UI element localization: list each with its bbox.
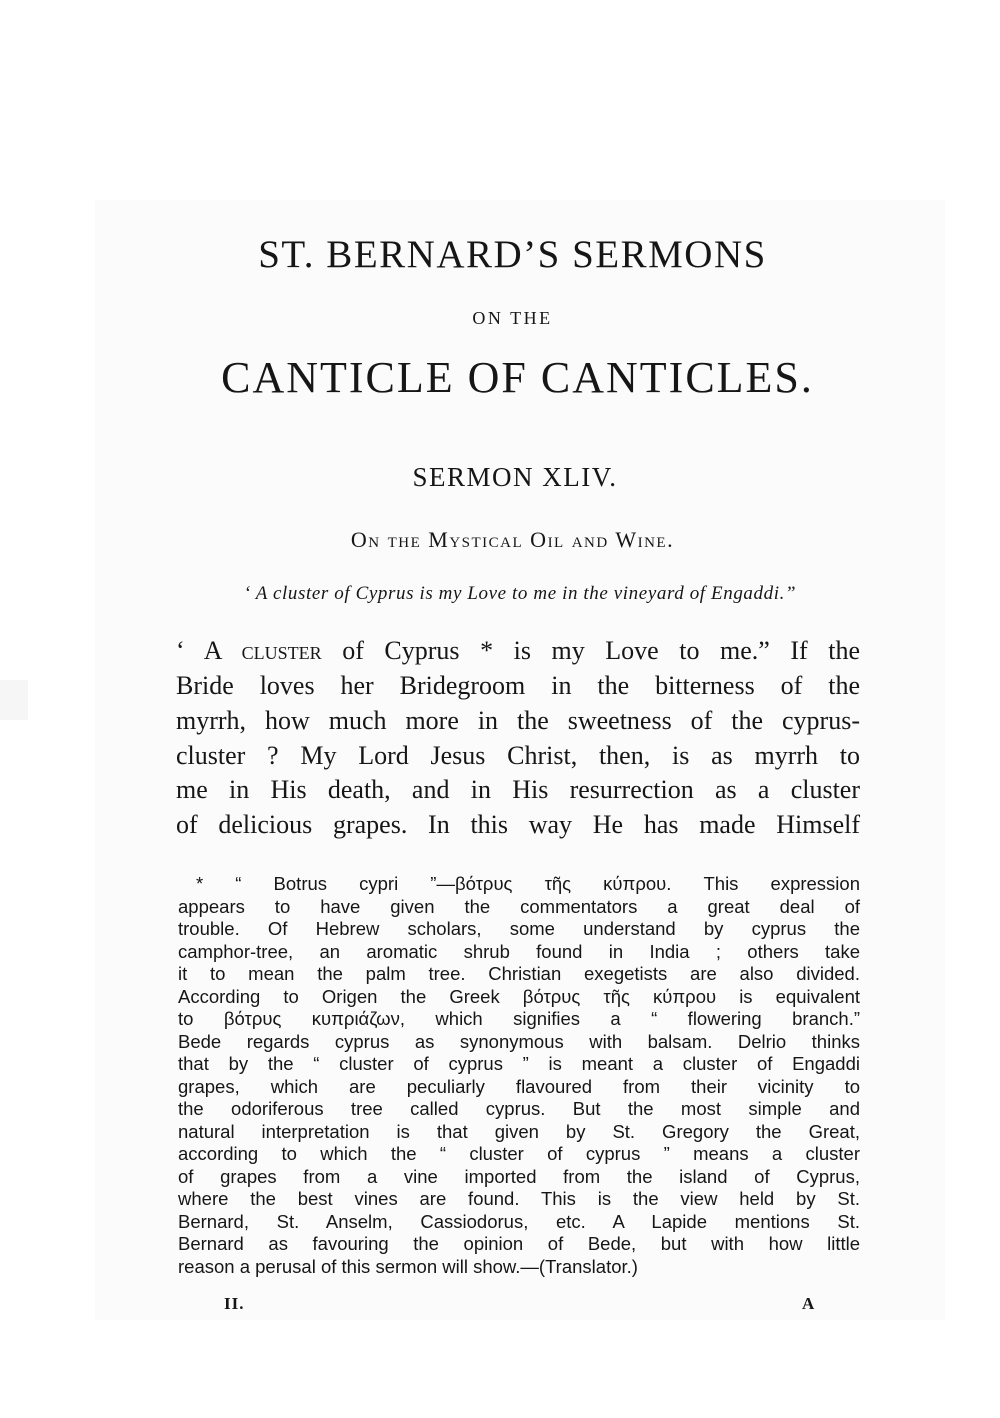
- footnote-line-1: * “ Botrus cypri ”—βότρυς τῆς κύπρου. This expression: [196, 873, 860, 894]
- body-line-2: Bride loves her Bridegroom in the bitterness of the: [176, 671, 860, 700]
- body-line-1-open: ‘ A: [176, 636, 242, 665]
- body-line-3: myrrh, how much more in the sweetness of the cyprus-: [176, 706, 860, 735]
- body-line-1-smallcaps: cluster: [241, 636, 322, 665]
- footnote-line-5: it to mean the palm tree. Christian exegetists are also divided.: [178, 963, 860, 984]
- footnote-line-6: According to Origen the Greek βότρυς τῆς κύπρου is equivalent: [178, 986, 860, 1007]
- body-line-4: cluster ? My Lord Jesus Christ, then, is as myrrh to: [176, 741, 860, 770]
- footnote-line-2: appears to have given the commentators a great deal of: [178, 896, 860, 917]
- volume-mark: II.: [224, 1294, 245, 1313]
- footnote-line-18: reason a perusal of this sermon will show.—(Translator.): [178, 1256, 638, 1277]
- footnote-line-8: Bede regards cyprus as synonymous with balsam. Delrio thinks: [178, 1031, 860, 1052]
- footnote-line-12: natural interpretation is that given by St. Gregory the Great,: [178, 1121, 860, 1142]
- sermon-number: SERMON XLIV.: [412, 462, 618, 492]
- footnote-line-13: according to which the “ cluster of cyprus ” means a cluster: [178, 1143, 860, 1164]
- signature-mark: A: [802, 1294, 815, 1313]
- body-line-6: of delicious grapes. In this way He has made Himself: [176, 810, 860, 839]
- footnote-line-17: Bernard as favouring the opinion of Bede, but with how little: [178, 1233, 860, 1254]
- footnote-line-11: the odoriferous tree called cyprus. But the most simple and: [178, 1098, 860, 1119]
- body-line-1: [176, 634, 860, 668]
- book-title-line-3: CANTICLE OF CANTICLES.: [221, 353, 814, 402]
- epigraph: ‘ A cluster of Cyprus is my Love to me in the vineyard of Engaddi.”: [243, 583, 797, 604]
- book-title-line-1: ST. BERNARD’S SERMONS: [258, 233, 767, 276]
- book-title-line-2: ON THE: [472, 308, 553, 328]
- footnote-line-3: trouble. Of Hebrew scholars, some understand by cyprus the: [178, 918, 860, 939]
- footnote-line-16: Bernard, St. Anselm, Cassiodorus, etc. A Lapide mentions St.: [178, 1211, 860, 1232]
- body-line-1-rest: of Cyprus * is my Love to me.” If the: [321, 636, 860, 665]
- footnote-line-10: grapes, which are peculiarly flavoured from their vicinity to: [178, 1076, 860, 1097]
- sermon-subtitle: On the Mystical Oil and Wine.: [350, 527, 675, 552]
- body-line-5: me in His death, and in His resurrection as a cluster: [176, 775, 860, 804]
- footnote-line-9: that by the “ cluster of cyprus ” is meant a cluster of Engaddi: [178, 1053, 860, 1074]
- footnote-line-15: where the best vines are found. This is the view held by St.: [178, 1188, 860, 1209]
- footnote-line-4: camphor-tree, an aromatic shrub found in India ; others take: [178, 941, 860, 962]
- footnote-line-7: to βότρυς κυπριάζων, which signifies a “ flowering branch.”: [178, 1008, 860, 1029]
- footnote-line-14: of grapes from a vine imported from the island of Cyprus,: [178, 1166, 860, 1187]
